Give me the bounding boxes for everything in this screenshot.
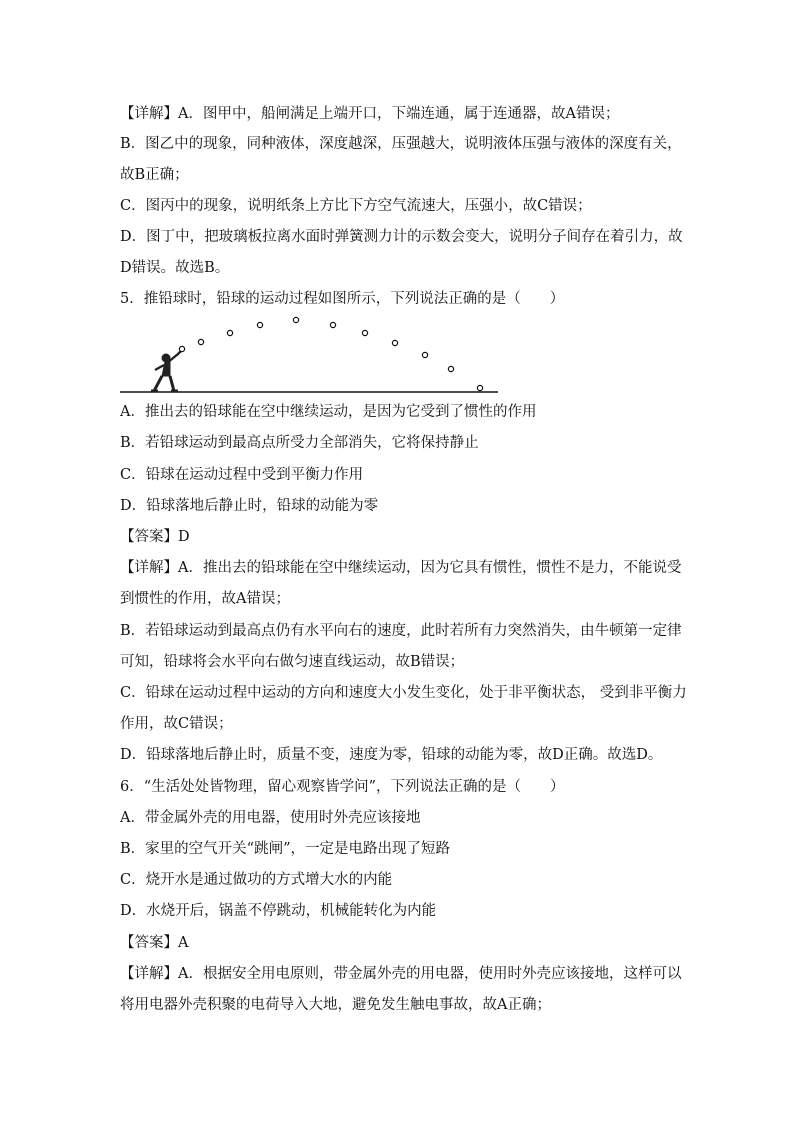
ball-position <box>477 385 482 390</box>
text-line: D．铅球落地后静止时，质量不变，速度为零，铅球的动能为零，故D正确。故选D。 <box>120 747 663 763</box>
ball-position <box>330 322 335 327</box>
ball-position <box>362 330 367 335</box>
text-line: 将用电器外壳积聚的电荷导入大地，避免发生触电事故，故A正确； <box>120 997 551 1013</box>
ball-position <box>227 330 232 335</box>
ball-position <box>448 366 453 371</box>
ball-position <box>392 340 397 345</box>
ball-position <box>257 322 262 327</box>
option-d: D．水烧开后，锅盖不停跳动，机械能转化为内能 <box>120 903 437 919</box>
text-line: C．图丙中的现象，说明纸条上方比下方空气流速大，压强小，故C错误； <box>120 198 592 214</box>
text-line: 故B正确； <box>120 167 189 183</box>
text-line: 作用，故C错误； <box>120 716 233 732</box>
option-b: B．若铅球运动到最高点所受力全部消失，它将保持静止 <box>120 435 479 451</box>
ball-position <box>179 346 184 351</box>
text-line: D．图丁中，把玻璃板拉离水面时弹簧测力计的示数会变大，说明分子间存在着引力，故 <box>120 229 683 245</box>
text-line: 【详解】A．推出去的铅球能在空中继续运动，因为它具有惯性，惯性不是力，不能说受 <box>120 560 682 576</box>
text-line: 到惯性的作用，故A错误； <box>120 591 290 607</box>
athlete-icon <box>151 350 182 391</box>
question-5-stem: 5．推铅球时，铅球的运动过程如图所示，下列说法正确的是（ ） <box>120 291 565 307</box>
text-line: D错误。故选B。 <box>120 260 230 276</box>
ball-position <box>422 352 427 357</box>
option-d: D．铅球落地后静止时，铅球的动能为零 <box>120 498 379 514</box>
answer-line: 【答案】D <box>120 529 190 545</box>
answer-line: 【答案】A <box>120 935 189 951</box>
shot-put-trajectory-figure <box>118 312 502 398</box>
text-line: C．铅球在运动过程中运动的方向和速度大小发生变化，处于非平衡状态， 受到非平衡力 <box>120 685 687 701</box>
ball-position <box>198 339 203 344</box>
option-c: C．铅球在运动过程中受到平衡力作用 <box>120 467 364 483</box>
question-6-stem: 6．“生活处处皆物理，留心观察皆学问”，下列说法正确的是（ ） <box>120 779 565 795</box>
option-b: B．家里的空气开关“跳闸”，一定是电路出现了短路 <box>120 841 450 857</box>
text-line: B．若铅球运动到最高点仍有水平向右的速度，此时若所有力突然消失，由牛顿第一定律 <box>120 623 682 639</box>
text-line: 可知，铅球将会水平向右做匀速直线运动，故B错误； <box>120 654 465 670</box>
option-a: A．推出去的铅球能在空中继续运动，是因为它受到了惯性的作用 <box>120 404 537 420</box>
text-line: 【详解】A．根据安全用电原则，带金属外壳的用电器，使用时外壳应该接地，这样可以 <box>120 966 682 982</box>
option-a: A．带金属外壳的用电器，使用时外壳应该接地 <box>120 810 421 826</box>
ball-position <box>293 317 298 322</box>
text-line: 【详解】A．图甲中，船闸满足上端开口，下端连通，属于连通器，故A错误； <box>120 106 620 122</box>
ball-trajectory <box>179 317 482 390</box>
text-line: B．图乙中的现象，同种液体，深度越深，压强越大，说明液体压强与液体的深度有关， <box>120 136 682 152</box>
option-c: C．烧开水是通过做功的方式增大水的内能 <box>120 872 393 888</box>
